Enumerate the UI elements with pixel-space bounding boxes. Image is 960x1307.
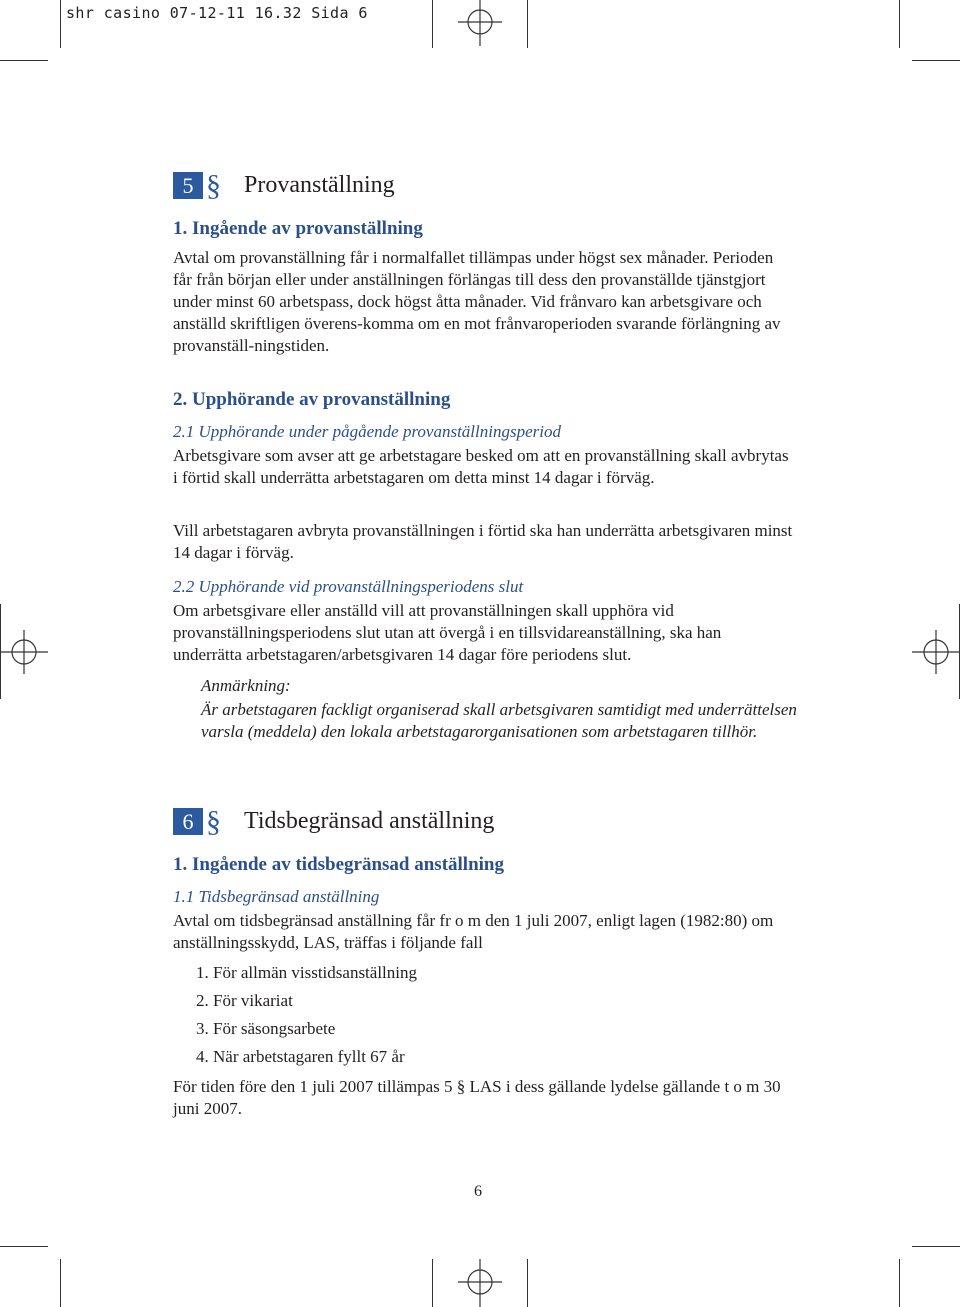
registration-mark-bottom-icon [456,1259,504,1307]
chapter-title: Tidsbegränsad anställning [244,808,495,834]
registration-mark-left-icon [0,628,48,676]
chapter-number-badge: 5 [173,172,203,199]
crop-mark-tc-v [432,0,433,48]
crop-mark-tr-v [899,0,900,48]
crop-mark-bl-v [60,1259,61,1307]
paragraph-avbryta-arbetsgivare: Arbetsgivare som avser att ge arbetstagare besked om att en provanställning skall avbrytas i förtid skall underrätta arbetstagaren om detta minst 14 dagar i förväg. [173,446,789,487]
list-item: 2. För vikariat [196,991,293,1010]
chapter-number-badge: 6 [173,808,203,835]
paragraph-tidsbegransad-intro: Avtal om tidsbegränsad anställning får fr o m den 1 juli 2007, enligt lagen (1982:80) om anställningsskydd, LAS, träffas i följande fall [173,911,774,952]
crop-mark-tl-v [60,0,61,48]
registration-mark-right-icon [912,628,960,676]
chapter-heading-5 [173,169,395,202]
chapter-title: Provanställning [244,172,395,198]
paragraph-upphorande-slut: Om arbetsgivare eller anställd vill att provanställningen skall upphöra vid provanställningsperiodens slut utan att övergå i en tillsvidareanställning, ska han underrätta arbetstagaren/arbetsgivaren 14 dagar före periodens slut. [173,601,722,664]
paragraph-tidigare-lydelse: För tiden före den 1 juli 2007 tillämpas 5 § LAS i dess gällande lydelse gällande t o m 30 juni 2007. [173,1077,781,1118]
subheading-upphorande-pagaende: 2.1 Upphörande under pågående provanställningsperiod [173,422,561,441]
heading-upphorande-provanstallning: 2. Upphörande av provanställning [173,389,451,410]
printer-slug: shr casino 07-12-11 16.32 Sida 6 [66,4,368,22]
crop-mark-tl-h [0,60,48,61]
paragraph-provanstallning-intro: Avtal om provanställning får i normalfallet tillämpas under högst sex månader. Perioden får från början eller under anställningen förlängas till dess den provanställde tjänstgjort under minst 60 arbetspass, dock högst åtta månader. Vid frånvaro kan arbetsgivare och anställd skriftligen överens-komma om en mot frånvaroperioden svarande förlängning av provanställ-ningstiden. [173,248,781,355]
list-item: 1. För allmän visstidsanställning [196,963,417,982]
subheading-upphorande-slut: 2.2 Upphörande vid provanställningsperiodens slut [173,577,524,596]
crop-mark-tc-v2 [527,0,528,48]
page-number: 6 [474,1183,482,1200]
employment-types-list [196,962,417,1074]
heading-ingaende-provanstallning: 1. Ingående av provanställning [173,218,423,239]
list-item: 3. För säsongsarbete [196,1019,336,1038]
paragraph-avbryta-arbetstagare: Vill arbetstagaren avbryta provanställningen i förtid ska han underrätta arbetsgivaren minst 14 dagar i förväg. [173,521,793,562]
paragraph-sign-icon: § [206,169,221,202]
heading-ingaende-tidsbegransad: 1. Ingående av tidsbegränsad anställning [173,854,504,875]
list-item: 4. När arbetstagaren fyllt 67 år [196,1047,405,1066]
subheading-tidsbegransad: 1.1 Tidsbegränsad anställning [173,887,380,906]
crop-mark-br-v [899,1259,900,1307]
crop-mark-tr-h [912,60,960,61]
note-text: Är arbetstagaren fackligt organiserad skall arbetsgivaren samtidigt med underrättelsen varsla (meddela) den lokala arbetstagarorganisationen som arbetstagaren tillhör. [201,700,797,741]
paragraph-sign-icon: § [206,805,221,838]
crop-mark-bl-h [0,1246,48,1247]
note-label: Anmärkning: [201,676,291,695]
crop-mark-br-h [912,1246,960,1247]
chapter-heading-6 [173,805,495,838]
registration-mark-top-icon [456,0,504,48]
crop-mark-bc-v [432,1259,433,1307]
crop-mark-bc-v2 [527,1259,528,1307]
